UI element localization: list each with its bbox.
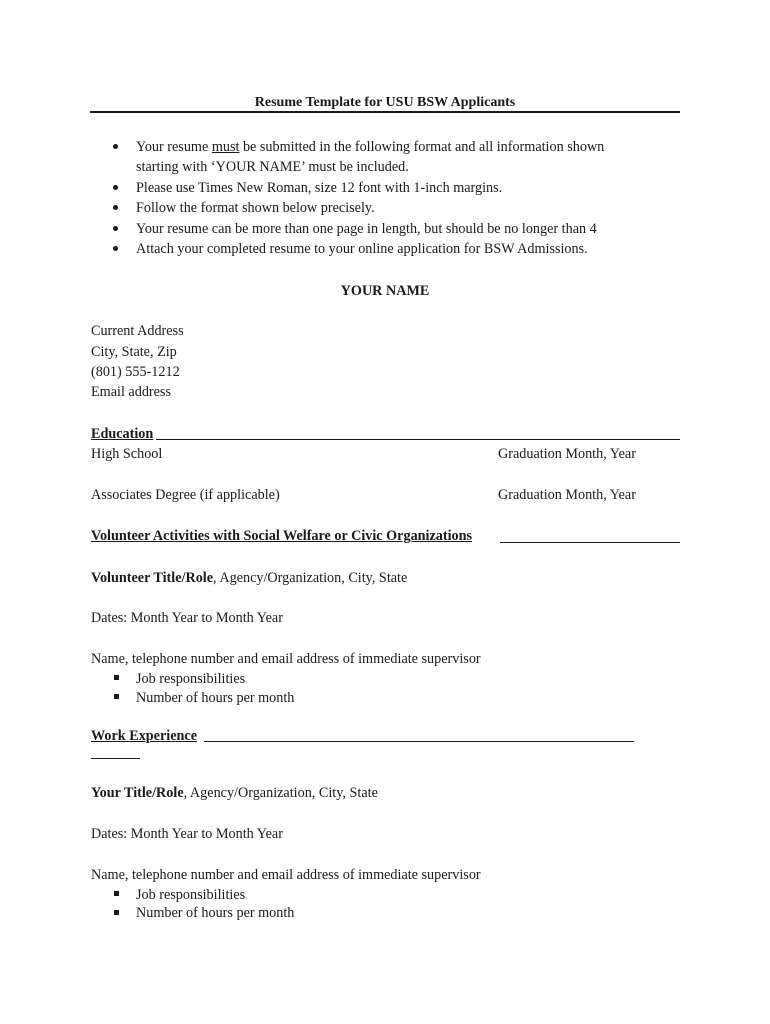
work-rule (204, 741, 634, 742)
your-name-heading: YOUR NAME (340, 283, 430, 299)
contact-address: Current Address (91, 323, 184, 339)
contact-city: City, State, Zip (91, 344, 177, 360)
education-heading: Education (91, 426, 154, 442)
bullet-icon (113, 144, 118, 149)
page-title: Resume Template for USU BSW Applicants (254, 95, 516, 110)
instruction-item: Follow the format shown below precisely. (136, 200, 375, 216)
instruction-item-continued: starting with ‘YOUR NAME’ must be included. (136, 159, 409, 175)
bullet-icon (113, 205, 118, 210)
volunteer-heading: Volunteer Activities with Social Welfare or Civic Organizations (91, 528, 473, 544)
instruction-item: Please use Times New Roman, size 12 font with 1-inch margins. (136, 180, 503, 196)
work-title-line: Your Title/Role, Agency/Organization, City, State (91, 785, 378, 801)
volunteer-bullet: Job responsibilities (136, 671, 246, 687)
bullet-icon (113, 246, 118, 251)
square-bullet-icon (114, 694, 119, 699)
education-date: Graduation Month, Year (498, 446, 636, 462)
education-rule (156, 439, 680, 440)
work-rule-continued (91, 758, 140, 759)
instruction-item: Your resume can be more than one page in length, but should be no longer than 4 (136, 221, 597, 237)
instruction-item: Attach your completed resume to your online application for BSW Admissions. (136, 241, 588, 257)
work-heading: Work Experience (91, 728, 197, 744)
contact-phone: (801) 555-1212 (91, 364, 180, 380)
education-label: Associates Degree (if applicable) (91, 487, 280, 503)
volunteer-supervisor: Name, telephone number and email address of immediate supervisor (91, 651, 481, 667)
work-bullet: Job responsibilities (136, 887, 246, 903)
bullet-icon (113, 226, 118, 231)
volunteer-rule (500, 542, 680, 543)
education-date: Graduation Month, Year (498, 487, 636, 503)
bullet-icon (113, 185, 118, 190)
contact-email: Email address (91, 384, 171, 400)
work-supervisor: Name, telephone number and email address of immediate supervisor (91, 867, 481, 883)
title-underline (90, 111, 680, 113)
square-bullet-icon (114, 891, 119, 896)
education-label: High School (91, 446, 163, 462)
square-bullet-icon (114, 910, 119, 915)
volunteer-title-line: Volunteer Title/Role, Agency/Organization, City, State (91, 570, 408, 586)
volunteer-bullet: Number of hours per month (136, 690, 295, 706)
volunteer-dates: Dates: Month Year to Month Year (91, 610, 283, 626)
square-bullet-icon (114, 675, 119, 680)
instruction-item: Your resume must be submitted in the following format and all information shown (136, 139, 605, 155)
work-dates: Dates: Month Year to Month Year (91, 826, 283, 842)
work-bullet: Number of hours per month (136, 905, 295, 921)
